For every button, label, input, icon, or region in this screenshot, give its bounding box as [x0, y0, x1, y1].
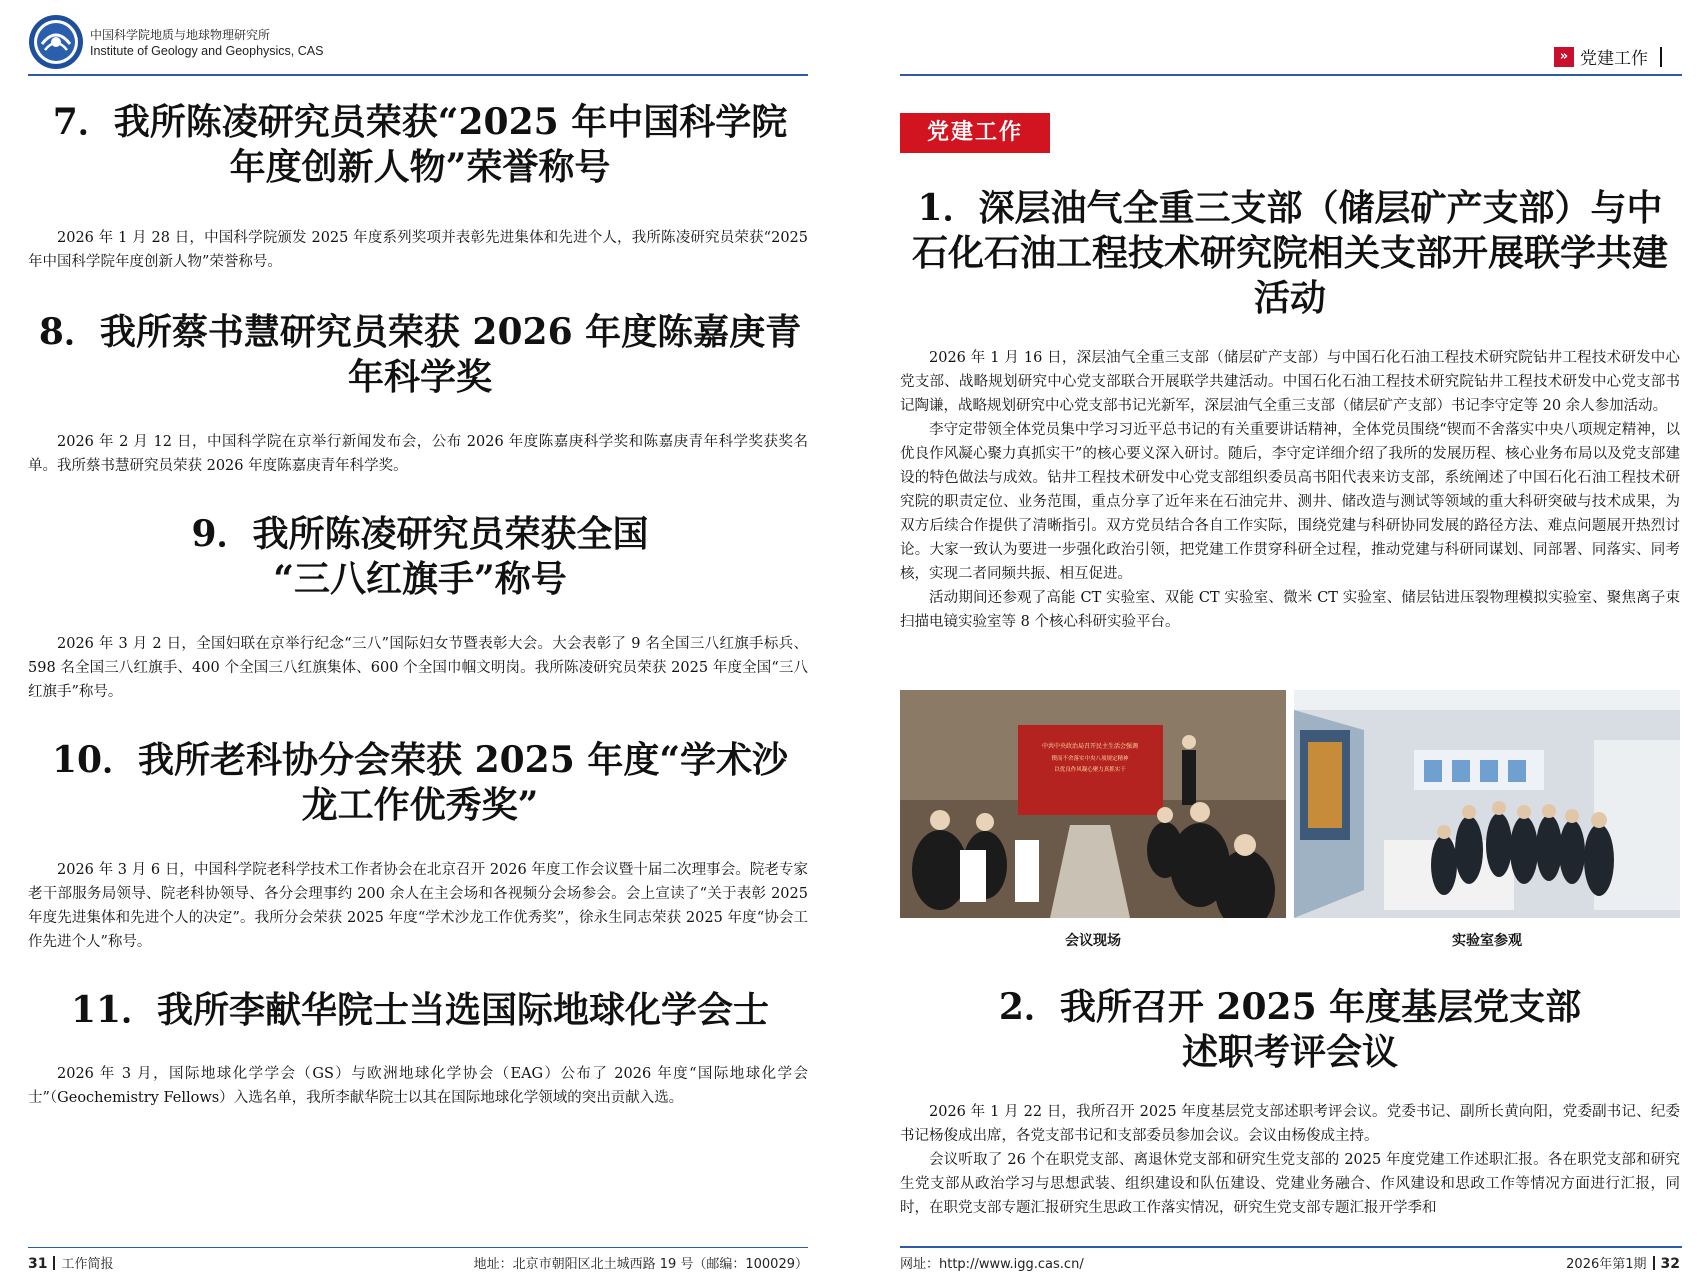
issue-label: 2026年第1期 [1566, 1257, 1647, 1272]
article-10-title-line2: 龙工作优秀奖” [301, 784, 539, 826]
article-10-title [20, 738, 820, 828]
article-9-title [20, 512, 820, 602]
lab-visit-photo-caption: 实验室参观 [1452, 933, 1522, 949]
footer-website: 网址：http://www.igg.cas.cn/ [900, 1257, 1084, 1272]
double-chevron-icon: » [1554, 47, 1574, 67]
article-8-paragraph: 2026 年 2 月 12 日，中国科学院在京举行新闻发布会，公布 2026 年度陈嘉庚科学奖和陈嘉庚青年科学奖获奖名单。我所蔡书慧研究员荣获 2026 年度陈嘉庚青年科学奖。 [28, 434, 808, 474]
article-11-body [28, 1062, 808, 1110]
article-7-title [20, 100, 820, 190]
article-8-title-line2: 年科学奖 [347, 356, 492, 398]
right-article-2-title-line2: 述职考评会议 [1181, 1031, 1398, 1073]
section-badge: 党建工作 [900, 113, 1050, 153]
lab-visit-photo [1294, 690, 1680, 918]
article-11-title [20, 988, 820, 1033]
right-article-1-body [900, 346, 1680, 634]
article-9-body [28, 632, 808, 704]
article-11-title-line1: 11．我所李献华院士当选国际地球化学会士 [70, 989, 770, 1031]
slide-line-2: 锲而不舍落实中央八项规定精神 [1051, 756, 1129, 762]
article-7-title-line2: 年度创新人物”荣誉称号 [229, 146, 611, 188]
right-article-1-paragraph-1: 2026 年 1 月 16 日，深层油气全重三支部（储层矿产支部）与中国石化石油工程技术研究院钻井工程技术研发中心党支部、战略规划研究中心党支部联合开展联学共建活动。中国石化石油工程技术研究院钻井工程技术研发中心党支部书记陶谦，战略规划研究中心党支部书记光新军，深层油气全重三支部（储层矿产支部）书记李守定等 20 余人参加活动。 [900, 350, 1680, 414]
right-footer-page [1566, 1253, 1680, 1272]
article-11-paragraph: 2026 年 3 月，国际地球化学学会（GS）与欧洲地球化学协会（EAG）公布了 2026 年度“国际地球化学会士”（Geochemistry Fellows）入选名单，我所李献华院士以其在国际地球化学领域的突出贡献入选。 [28, 1066, 808, 1106]
left-footer-page [28, 1253, 114, 1272]
page-number-right: 32 [1660, 1256, 1680, 1272]
article-7-title-line1: 7．我所陈凌研究员荣获“2025 年中国科学院 [52, 101, 788, 143]
right-article-1-title [895, 186, 1685, 321]
section-tag-label: 党建工作 [1580, 49, 1648, 69]
section-tag [1554, 44, 1662, 69]
right-article-2-paragraph-2: 会议听取了 26 个在职党支部、离退休党支部和研究生党支部的 2025 年度党建工作述职汇报。各在职党支部和研究生党支部从政治学习与思想武装、组织建设和队伍建设、党建业务融合、作风建设和思政工作等情况方面进行汇报，同时，在职党支部专题汇报研究生思政工作落实情况，研究生党支部专题汇报开学季和 [900, 1152, 1680, 1216]
right-article-2-title [895, 985, 1685, 1075]
article-7-paragraph: 2026 年 1 月 28 日，中国科学院颁发 2025 年度系列奖项并表彰先进集体和先进个人，我所陈凌研究员荣获“2025 年中国科学院年度创新人物”荣誉称号。 [28, 230, 808, 270]
institute-name-en: Institute of Geology and Geophysics, CAS [90, 44, 324, 58]
article-8-title-line1: 8．我所蔡书慧研究员荣获 2026 年度陈嘉庚青 [38, 311, 802, 353]
right-article-1-paragraph-3: 活动期间还参观了高能 CT 实验室、双能 CT 实验室、微米 CT 实验室、储层钻进压裂物理模拟实验室、聚焦离子束扫描电镜实验室等 8 个核心科研实验平台。 [900, 590, 1680, 630]
article-10-title-line1: 10．我所老科协分会荣获 2025 年度“学术沙 [51, 739, 789, 781]
institute-name-cn: 中国科学院地质与地球物理研究所 [90, 28, 271, 42]
article-10-body [28, 858, 808, 954]
institute-logo-icon [28, 14, 84, 70]
right-article-2-paragraph-1: 2026 年 1 月 22 日，我所召开 2025 年度基层党支部述职考评会议。党委书记、副所长黄向阳，党委副书记、纪委书记杨俊成出席，各党支部书记和支部委员参加会议。会议由杨俊成主持。 [900, 1104, 1680, 1144]
right-article-1-title-line3: 活动 [1253, 277, 1326, 319]
publication-label: 工作简报 [61, 1257, 114, 1272]
right-article-1-title-line1: 1．深层油气全重三支部（储层矿产支部）与中 [917, 187, 1663, 229]
meeting-photo [900, 690, 1286, 918]
article-9-title-line2: “三八红旗手”称号 [273, 558, 567, 600]
header-divider-right [900, 74, 1682, 76]
meeting-photo-caption: 会议现场 [1065, 933, 1121, 949]
right-article-2-body [900, 1100, 1680, 1220]
right-article-1-title-line2: 石化石油工程技术研究院相关支部开展联学共建 [911, 232, 1668, 274]
page-number: 31 [28, 1256, 48, 1272]
article-10-paragraph: 2026 年 3 月 6 日，中国科学院老科学技术工作者协会在北京召开 2026 年度工作会议暨十届二次理事会。院老专家老干部服务局领导、院老科协领导、各分会理事约 200 余人在主会场和各视频分会场参会。会上宣读了“关于表彰 2025 年度先进集体和先进个人的决定”。我所分会荣获 2025 年度“学术沙龙工作优秀奖”，徐永生同志荣获 2025 年度“协会工作先进个人”称号。 [28, 862, 808, 950]
article-9-paragraph: 2026 年 3 月 2 日，全国妇联在京举行纪念“三八”国际妇女节暨表彰大会。大会表彰了 9 名全国三八红旗手标兵、598 名全国三八红旗手、400 个全国三八红旗集体、600 个全国巾帼文明岗。我所陈凌研究员荣获 2025 年度全国“三八红旗手”称号。 [28, 636, 808, 700]
footer-divider-right [900, 1246, 1682, 1248]
article-9-title-line1: 9．我所陈凌研究员荣获全国 [191, 513, 649, 555]
slide-line-3: 以优良作风凝心聚力真抓实干 [1054, 767, 1126, 773]
slide-line-1: 中共中央政治局召开民主生活会强调 [1041, 743, 1139, 750]
right-article-2-title-line1: 2．我所召开 2025 年度基层党支部 [998, 986, 1582, 1028]
article-8-body [28, 430, 808, 478]
header-divider [28, 74, 808, 76]
right-article-1-paragraph-2: 李守定带领全体党员集中学习习近平总书记的有关重要讲话精神，全体党员围绕“锲而不舍落实中央八项规定精神，以优良作风凝心聚力真抓实干”的核心要义深入研讨。随后，李守定详细介绍了我所的发展历程、核心业务布局以及党支部建设的特色做法与成效。钻井工程技术研发中心党支部组织委员高书阳代表来访支部，系统阐述了中国石化石油工程技术研究院的职责定位、业务范围，重点分享了近年来在石油完井、测井、储改造与测试等领域的重大科研突破与技术成果，为双方后续合作提供了清晰指引。双方党员结合各自工作实际，围绕党建与科研协同发展的路径方法、难点问题展开热烈讨论。大家一致认为要进一步强化政治引领，把党建工作贯穿科研全过程，推动党建与科研同谋划、同部署、同落实、同考核，实现二者同频共振、相互促进。 [900, 422, 1680, 582]
article-7-body [28, 226, 808, 274]
article-8-title [20, 310, 820, 400]
footer-address: 地址：北京市朝阳区北土城西路 19 号（邮编：100029） [473, 1257, 808, 1272]
